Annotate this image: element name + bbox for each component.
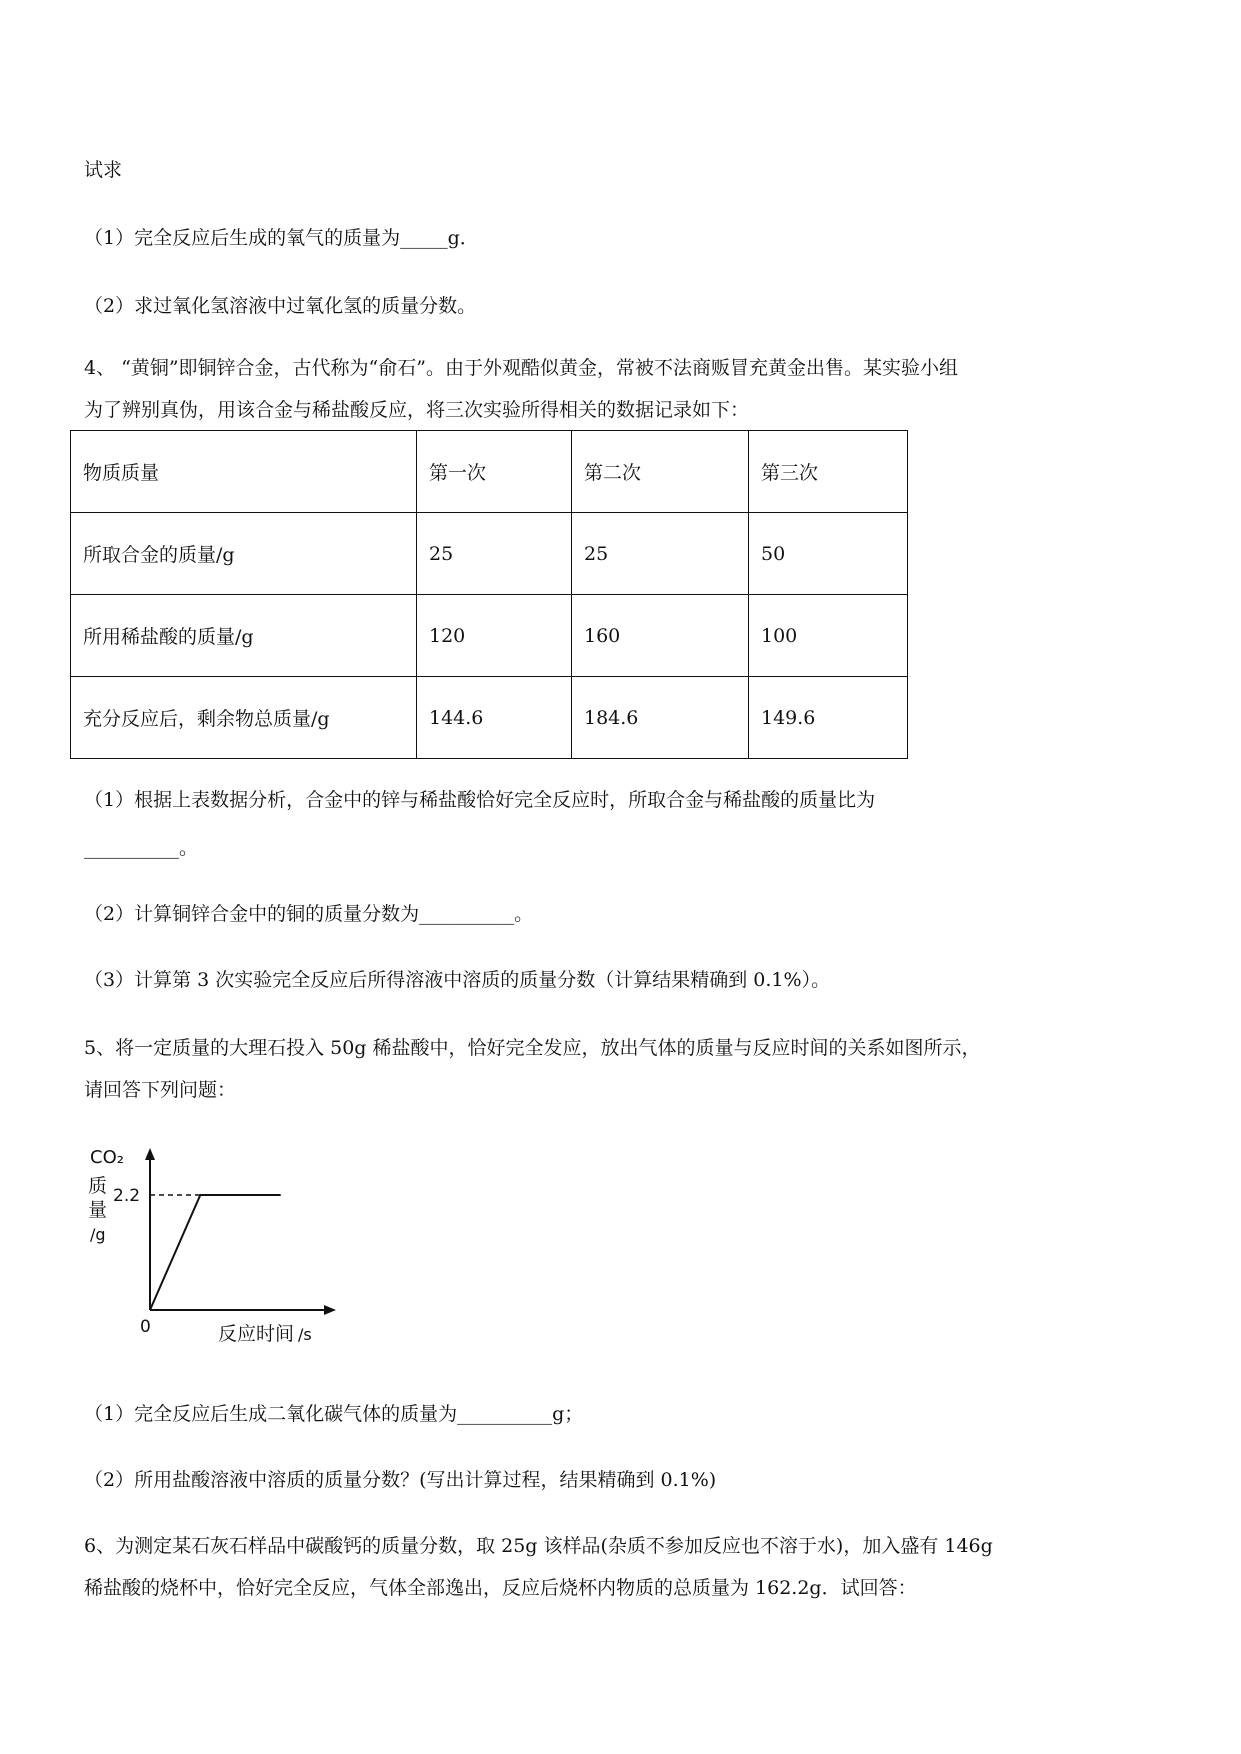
q4-sub1-line1: （1）根据上表数据分析，合金中的锌与稀盐酸恰好完全反应时，所取合金与稀盐酸的质量比为 (84, 789, 876, 811)
q4-sub3: （3）计算第 3 次实验完全反应后所得溶液中溶质的质量分数（计算结果精确到 0.1%）。 (84, 969, 831, 991)
q3-sub2: （2）求过氧化氢溶液中过氧化氢的质量分数。 (84, 295, 477, 317)
q5-stem-line2: 请回答下列问题： (84, 1079, 237, 1101)
q4-sub2: （2）计算铜锌合金中的铜的质量分数为__________。 (84, 903, 534, 925)
table-row (71, 595, 908, 677)
table-cell: 120 (417, 595, 572, 677)
q6-stem-line1: 6、为测定某石灰石样品中碳酸钙的质量分数，取 25g 该样品(杂质不参加反应也不溶于水)，加入盛有 146g (84, 1535, 993, 1557)
q4-stem-line2: 为了辨别真伪，用该合金与稀盐酸反应，将三次实验所得相关的数据记录如下： (84, 399, 750, 421)
table-cell: 160 (572, 595, 749, 677)
table-cell: 25 (572, 513, 749, 595)
q5-stem-line1: 5、将一定质量的大理石投入 50g 稀盐酸中，恰好完全发应，放出气体的质量与反应时间的关系如图所示， (84, 1037, 981, 1059)
x-axis-label: 反应时间 (218, 1323, 295, 1345)
x-axis-arrow (324, 1305, 336, 1315)
y-axis-unit: /g (90, 1225, 106, 1244)
table-cell: 149.6 (749, 677, 908, 759)
table-cell: 50 (749, 513, 908, 595)
table-cell: 所取合金的质量/g (71, 513, 417, 595)
y-axis-formula: CO₂ (90, 1147, 124, 1168)
table-header: 第二次 (572, 431, 749, 513)
table-row (71, 513, 908, 595)
table-cell: 144.6 (417, 677, 572, 759)
data-table (70, 430, 908, 759)
table-header-row (71, 431, 908, 513)
co2-mass-line (150, 1195, 281, 1310)
x-axis-unit: /s (298, 1325, 312, 1344)
q4-stem-line1: 4、 “黄铜”即铜锌合金，古代称为“俞石”。由于外观酷似黄金，常被不法商贩冒充黄金出售。某实验小组 (84, 357, 958, 379)
q5-sub1: （1）完全反应后生成二氧化碳气体的质量为__________g； (84, 1403, 584, 1425)
origin-label: 0 (140, 1317, 151, 1337)
q3-sub1: （1）完全反应后生成的氧气的质量为_____g． (84, 227, 479, 249)
y-tick-label: 2.2 (113, 1186, 141, 1206)
y-axis-arrow (145, 1148, 155, 1160)
table-cell: 充分反应后，剩余物总质量/g (71, 677, 417, 759)
table-cell: 100 (749, 595, 908, 677)
table-row (71, 677, 908, 759)
q4-sub1-line2: __________。 (84, 837, 199, 859)
table-header: 物质质量 (71, 431, 417, 513)
table-cell: 184.6 (572, 677, 749, 759)
table-header: 第一次 (417, 431, 572, 513)
co2-mass-time-chart (80, 1138, 350, 1348)
table-cell: 所用稀盐酸的质量/g (71, 595, 417, 677)
y-axis-label-char: 量 (88, 1199, 108, 1221)
q3-intro: 试求 (84, 159, 123, 181)
q5-sub2: （2）所用盐酸溶液中溶质的质量分数？(写出计算过程，结果精确到 0.1%) (84, 1469, 717, 1491)
table-header: 第三次 (749, 431, 908, 513)
y-axis-label-char: 质 (88, 1175, 108, 1197)
q6-stem-line2: 稀盐酸的烧杯中，恰好完全反应，气体全部逸出，反应后烧杯内物质的总质量为 162.2g．试回答： (84, 1577, 917, 1599)
table-cell: 25 (417, 513, 572, 595)
